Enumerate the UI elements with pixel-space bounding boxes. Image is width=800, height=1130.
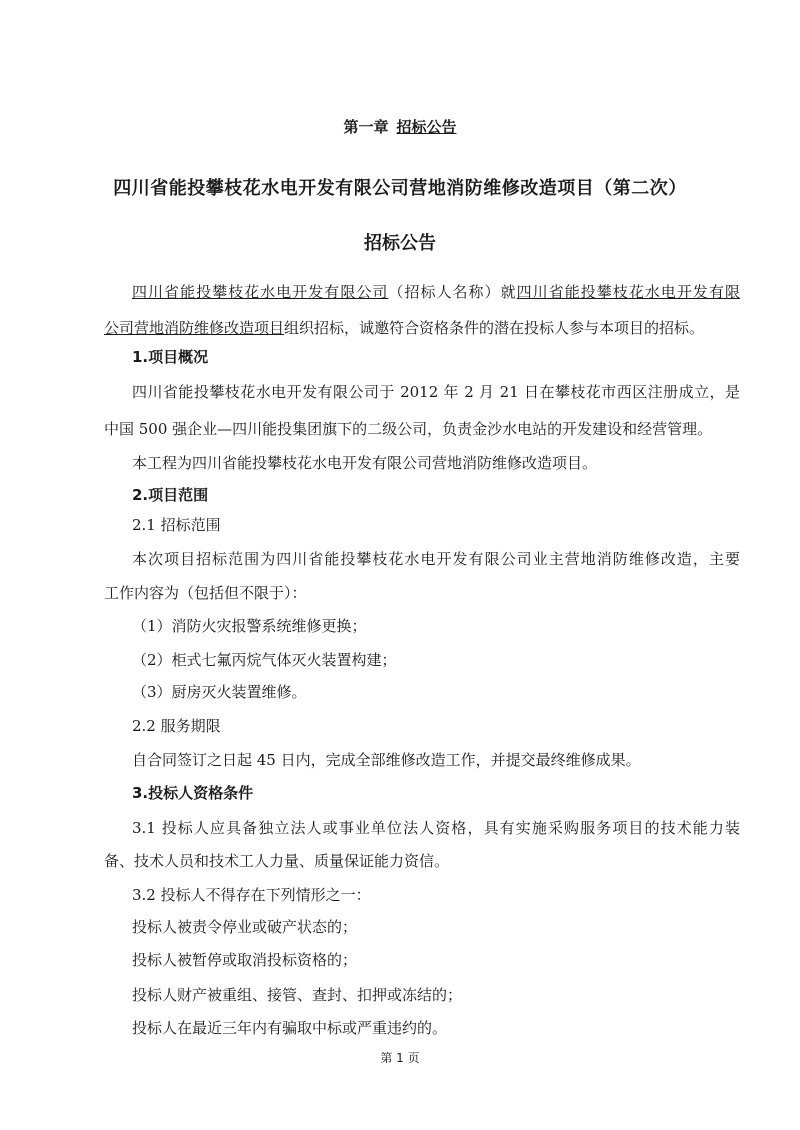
section-1-heading: 1.项目概况 (132, 348, 209, 366)
intro-role: （招标人名称）就 (388, 283, 517, 301)
section-3-heading: 3.投标人资格条件 (132, 784, 254, 802)
s3-paragraph-1-line-2: 备、技术人员和技术工人力量、质量保证能力资信。 (104, 852, 450, 870)
intro-line-1 (132, 282, 740, 302)
intro-project-part1: 四川省能投攀枝花水电开发有限 (516, 283, 740, 301)
s3-sub-2: 3.2 投标人不得存在下列情形之一： (132, 886, 371, 904)
s1-paragraph-2: 本工程为四川省能投攀枝花水电开发有限公司营地消防维修改造项目。 (132, 454, 598, 472)
page-number: 第 1 页 (380, 1051, 420, 1065)
intro-rest: 组织招标，诚邀符合资格条件的潜在投标人参与本项目的招标。 (284, 319, 705, 337)
s2-item: （3）厨房灭火装置维修。 (132, 683, 307, 701)
s3-item: 投标人在最近三年内有骗取中标或严重违约的。 (132, 1019, 448, 1037)
s3-paragraph-1-line-1: 3.1 投标人应具备独立法人或事业单位法人资格，具有实施采购服务项目的技术能力装 (132, 819, 740, 837)
s1-paragraph-1-line-2: 中国 500 强企业—四川能投集团旗下的二级公司，负责金沙水电站的开发建设和经营管理。 (104, 420, 713, 438)
s3-item: 投标人被暂停或取消投标资格的； (132, 951, 358, 969)
s2-sub-1: 2.1 招标范围 (132, 516, 221, 534)
chapter-title: 招标公告 (396, 118, 457, 136)
section-2-heading: 2.项目范围 (132, 486, 209, 504)
s2-paragraph-1-line-1: 本次项目招标范围为四川省能投攀枝花水电开发有限公司业主营地消防维修改造，主要 (132, 550, 740, 568)
s2-paragraph-2: 自合同签订之日起 45 日内，完成全部维修改造工作，并提交最终维修成果。 (132, 751, 641, 769)
s2-item: （1）消防火灾报警系统维修更换； (132, 617, 367, 635)
intro-project-part2: 公司营地消防维修改造项目 (104, 319, 285, 337)
s3-item: 投标人财产被重组、接管、查封、扣押或冻结的； (132, 986, 463, 1004)
intro-company: 四川省能投攀枝花水电开发有限公司 (132, 283, 389, 301)
document-title: 四川省能投攀枝花水电开发有限公司营地消防维修改造项目（第二次） (113, 178, 687, 199)
chapter-heading (0, 116, 800, 137)
s2-sub-2: 2.2 服务期限 (132, 717, 221, 735)
document-subtitle: 招标公告 (364, 233, 436, 254)
intro-line-2 (104, 318, 740, 338)
chapter-label: 第一章 (343, 118, 389, 136)
s1-paragraph-1-line-1: 四川省能投攀枝花水电开发有限公司于 2012 年 2 月 21 日在攀枝花市西区注册成立，是 (132, 383, 740, 401)
s2-item: （2）柜式七氟丙烷气体灭火装置构建； (132, 651, 397, 669)
s3-item: 投标人被责令停业或破产状态的； (132, 918, 358, 936)
s2-paragraph-1-line-2: 工作内容为（包括但不限于）： (104, 584, 307, 602)
